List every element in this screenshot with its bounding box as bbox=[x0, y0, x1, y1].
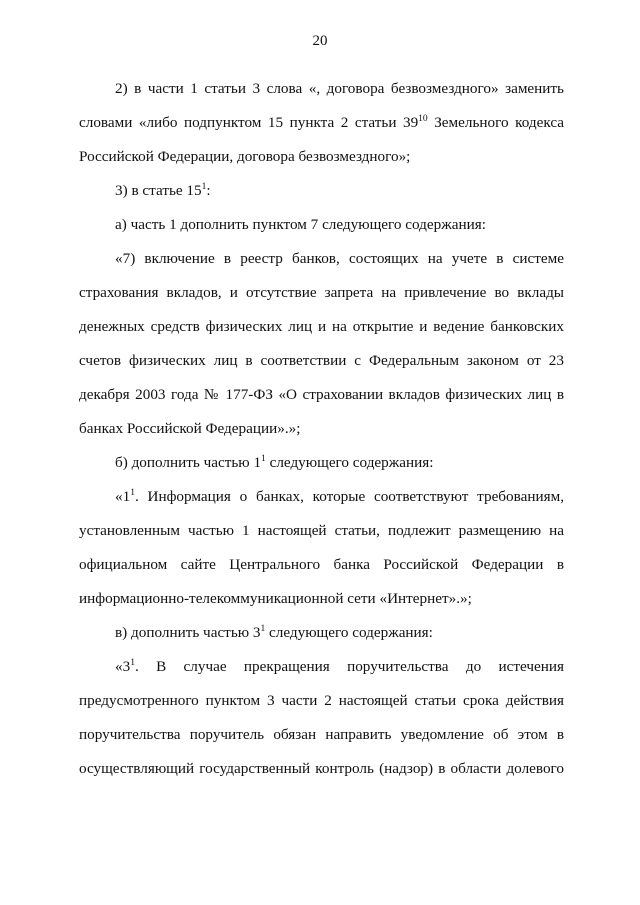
paragraph-text: 2) в части 1 статьи 3 слова «, договора безвозмездного» заменить словами «либо подпунктом 15 пункта 2 статьи 39 bbox=[79, 80, 564, 131]
superscript: 10 bbox=[418, 114, 428, 124]
paragraph-text: следующего содержания: bbox=[265, 454, 434, 471]
paragraph-text: «1 bbox=[115, 488, 131, 505]
paragraph-text: следующего содержания: bbox=[265, 624, 433, 641]
paragraph-subitem-v bbox=[79, 616, 564, 650]
paragraph-item-3 bbox=[79, 174, 564, 208]
paragraph-text: 3) в статье 15 bbox=[115, 182, 202, 199]
paragraph-text: «3 bbox=[115, 658, 131, 675]
paragraph-text: Земельного кодекса Российской Федерации, договора безвозмездного»; bbox=[79, 114, 564, 165]
superscript: 1 bbox=[260, 624, 266, 634]
paragraph-text: : bbox=[206, 182, 211, 199]
superscript: 1 bbox=[130, 488, 135, 498]
paragraph-quote-7: «7) включение в реестр банков, состоящих на учете в системе страхования вкладов, и отсутствие запрета на привлечение во вклады денежных средств физических лиц и на открытие и ведение банковских счетов физических лиц в соответствии с Федеральным законом от 23 декабря 2003 года № 177-ФЗ «О страховании вкладов физических лиц в банках Российской Федерации».»; bbox=[79, 250, 564, 437]
paragraph-quote-3-1 bbox=[79, 650, 564, 786]
superscript: 1 bbox=[261, 454, 266, 464]
paragraph-subitem-b bbox=[79, 446, 564, 480]
paragraph-text: б) дополнить частью 1 bbox=[115, 454, 262, 471]
superscript: 1 bbox=[201, 182, 207, 192]
superscript: 1 bbox=[130, 658, 135, 668]
paragraph-subitem-a: а) часть 1 дополнить пунктом 7 следующего содержания: bbox=[115, 216, 486, 233]
paragraph-text: . В случае прекращения поручительства до истечения предусмотренного пунктом 3 части 2 настоящей статьи срока действия поручительства поручитель обязан направить уведомление об этом в осуществляющий государственный контроль (надзор) в области долевого bbox=[79, 658, 564, 777]
page-number: 20 bbox=[312, 33, 328, 49]
paragraph-text: . Информация о банках, которые соответствуют требованиям, установленным частью 1 настоящей статьи, подлежит размещению на официальном сайте Центрального банка Российской Федерации в информационно-телекоммуникационной сети «Интернет».»; bbox=[79, 488, 564, 607]
paragraph-item-2 bbox=[79, 72, 564, 174]
paragraph-quote-1-1 bbox=[79, 480, 564, 616]
paragraph-text: в) дополнить частью 3 bbox=[115, 624, 261, 641]
